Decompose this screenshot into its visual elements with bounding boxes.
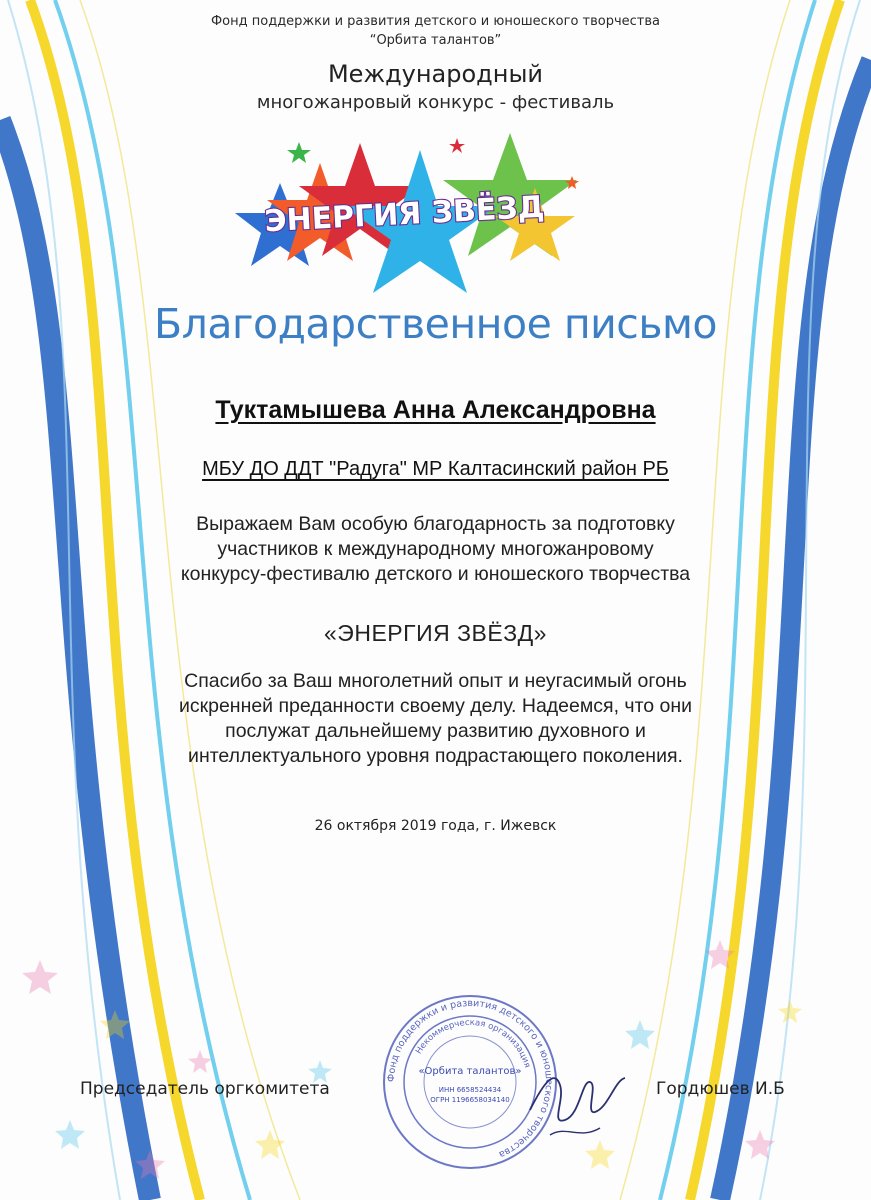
date-place: 26 октября 2019 года, г. Ижевск [314, 818, 557, 834]
event-subtitle: многожанровый конкурс - фестиваль [256, 92, 615, 113]
thanks-paragraph [0, 669, 871, 769]
organizer-name [0, 12, 871, 50]
recipient-institution: МБУ ДО ДДТ "Радуга" МР Калтасинский район РБ [202, 458, 669, 480]
recipient-name: Туктамышева Анна Александровна [215, 396, 656, 424]
gratitude-paragraph [0, 512, 871, 587]
organizer-line-1: Фонд поддержки и развития детского и юношеского творчества [210, 14, 661, 29]
stamp-outer-text: Фонд поддержки и развития детского и юношеского творчества [385, 997, 555, 1160]
contest-name: «ЭНЕРГИЯ ЗВЁЗД» [324, 620, 547, 646]
stamp-inner-text: Некоммерческая организация [414, 1017, 533, 1070]
stamp-inn: ИНН 6658524434 [438, 1086, 502, 1094]
thanks-line-4: интеллектуального уровня подрастающего поколения. [188, 745, 683, 767]
svg-text:Некоммерческая организация [414, 1018, 532, 1069]
gratitude-line-3: конкурсу-фестивалю детского и юношеского творчества [180, 563, 691, 585]
gratitude-line-1: Выражаем Вам особую благодарность за подготовку [196, 513, 675, 535]
organizer-line-2: “Орбита талантов” [369, 33, 502, 48]
handwritten-signature [520, 1040, 630, 1150]
logo-text: ЭНЕРГИЯ ЗВЁЗД [263, 189, 546, 240]
chair-label: Председатель оргкомитета [80, 1079, 330, 1099]
event-type: Международный [327, 60, 544, 88]
gratitude-line-2: участников к международному многожанровому [217, 538, 654, 560]
signer-name: Гордюшев И.Б [656, 1079, 785, 1099]
festival-logo [235, 128, 595, 293]
stamp-center-text: «Орбита талантов» [418, 1066, 522, 1077]
thanks-line-3: послужат дальнейшему развитию духовного и [225, 720, 646, 742]
thanks-line-1: Спасибо за Ваш многолетний опыт и неугасимый огонь [184, 670, 687, 692]
thanks-line-2: искренней преданности своему делу. Надеемся, что они [178, 695, 693, 717]
stamp-ogrn: ОГРН 1196658034140 [430, 1096, 510, 1104]
logo-small-star-green [287, 142, 311, 163]
logo-small-star-pink [449, 138, 465, 153]
document-title: Благодарственное письмо [153, 300, 718, 348]
